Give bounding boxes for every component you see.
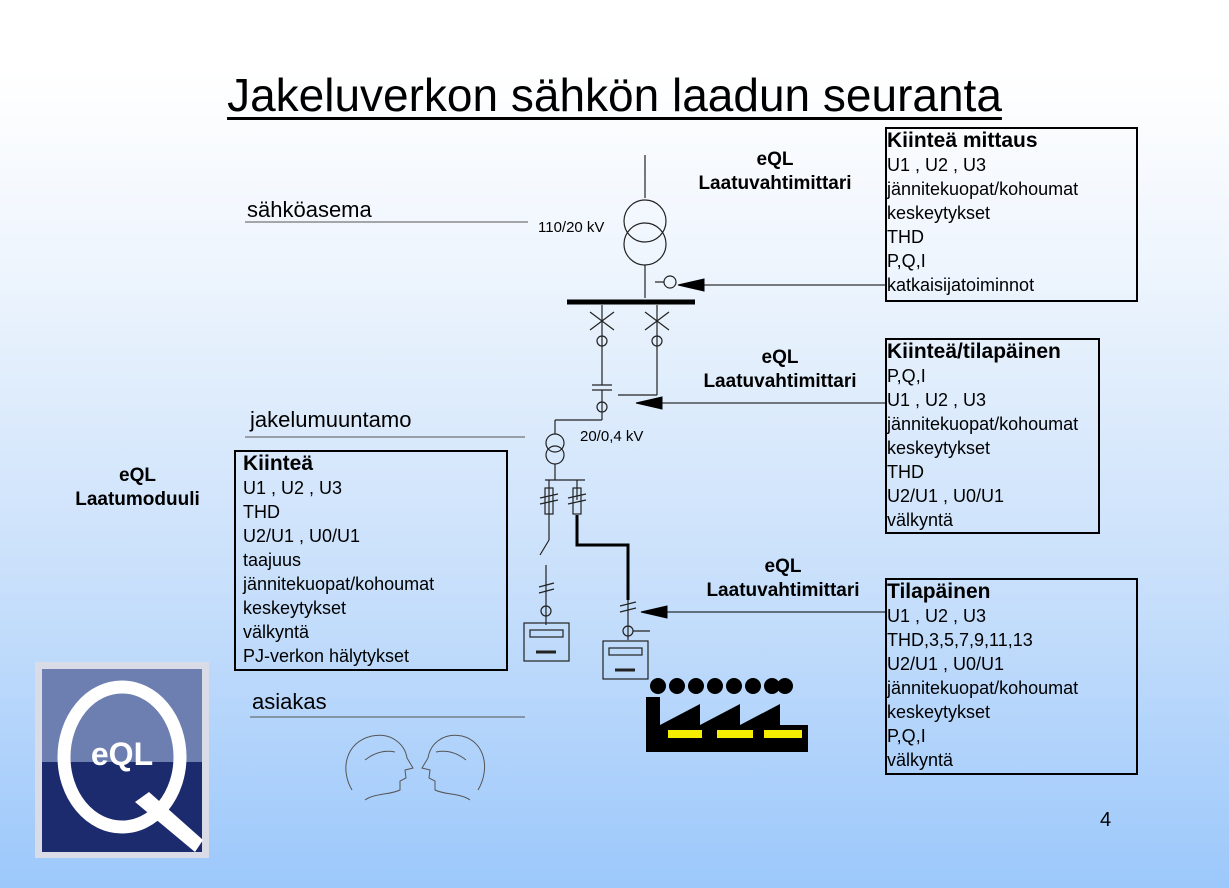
top-meter-brand: eQL [756, 149, 794, 170]
box-item: jännitekuopat/kohoumat [243, 574, 435, 594]
middle-meter-type: Laatuvahtimittari [703, 371, 857, 392]
box-item: THD [887, 462, 924, 482]
box-item: U1 , U2 , U3 [887, 390, 987, 410]
box-item: keskeytykset [887, 702, 991, 722]
box-item: katkaisijatoiminnot [887, 275, 1035, 295]
box-item: U1 , U2 , U3 [887, 155, 987, 175]
module-brand: eQL [119, 465, 156, 486]
box-item: keskeytykset [243, 598, 347, 618]
box-item: U1 , U2 , U3 [887, 606, 987, 626]
box-item: P,Q,I [887, 366, 926, 386]
distribution-substation-label: jakelumuuntamo [250, 407, 412, 432]
substation-label: sähköasema [247, 197, 372, 222]
factory-icon [646, 678, 808, 752]
box-item: keskeytykset [887, 203, 991, 223]
distribution-transformer-rating: 20/0,4 kV [580, 428, 644, 445]
middle-meter-brand: eQL [761, 347, 799, 368]
customer-faces-icon [346, 735, 485, 800]
arrow-middle-meter [636, 397, 886, 409]
industrial-feeder [577, 515, 628, 600]
box-item: THD,3,5,7,9,11,13 [887, 630, 1033, 650]
top-meter-label [680, 148, 870, 196]
fixed-measurement-box [885, 127, 1138, 302]
page-number: 4 [1100, 809, 1112, 831]
arrow-bottom-meter [641, 606, 886, 618]
box-item: PJ-verkon hälytykset [243, 646, 410, 666]
industrial-energy-meter [603, 641, 648, 679]
household-energy-meter [524, 623, 569, 661]
main-transformer-symbol [624, 155, 666, 298]
box-heading: Tilapäinen [887, 580, 991, 603]
top-meter-type: Laatuvahtimittari [698, 173, 852, 194]
box-heading: Kiinteä [243, 452, 314, 475]
box-item: välkyntä [243, 622, 310, 642]
industrial-feeder-devices [620, 600, 650, 640]
box-item: U2/U1 , U0/U1 [887, 486, 1005, 506]
box-heading: Kiinteä/tilapäinen [887, 340, 1061, 363]
box-item: THD [887, 227, 924, 247]
feeder-lines [555, 305, 669, 434]
box-heading: Kiinteä mittaus [887, 129, 1038, 152]
main-transformer-rating: 110/20 kV [538, 219, 605, 236]
box-item: P,Q,I [887, 251, 926, 271]
box-item: välkyntä [887, 750, 954, 770]
arrow-top-meter [678, 279, 886, 291]
box-item: välkyntä [887, 510, 954, 530]
temporary-box [885, 578, 1138, 775]
box-item: U2/U1 , U0/U1 [243, 526, 361, 546]
slide-title: Jakeluverkon sähkön laadun seuranta [227, 69, 1002, 121]
module-label [55, 464, 220, 512]
box-item: jännitekuopat/kohoumat [887, 179, 1079, 199]
customer-label: asiakas [252, 689, 327, 714]
box-item: P,Q,I [887, 726, 926, 746]
fixed-box [234, 450, 508, 671]
logo-text: eQL [90, 736, 154, 772]
box-item: keskeytykset [887, 438, 991, 458]
eql-logo [35, 662, 209, 858]
module-type: Laatumoduuli [75, 489, 200, 510]
bottom-meter-type: Laatuvahtimittari [706, 580, 860, 601]
box-item: THD [243, 502, 280, 522]
box-item: U1 , U2 , U3 [243, 478, 343, 498]
distribution-transformer-symbol [539, 434, 586, 625]
box-item: taajuus [243, 550, 302, 570]
current-transformer-icon [655, 276, 676, 288]
bottom-meter-brand: eQL [764, 556, 802, 577]
box-item: U2/U1 , U0/U1 [887, 654, 1005, 674]
fixed-temporary-box [885, 338, 1100, 534]
box-item: jännitekuopat/kohoumat [887, 414, 1079, 434]
middle-meter-label [685, 346, 875, 394]
bottom-meter-label [688, 555, 878, 603]
box-item: jännitekuopat/kohoumat [887, 678, 1079, 698]
